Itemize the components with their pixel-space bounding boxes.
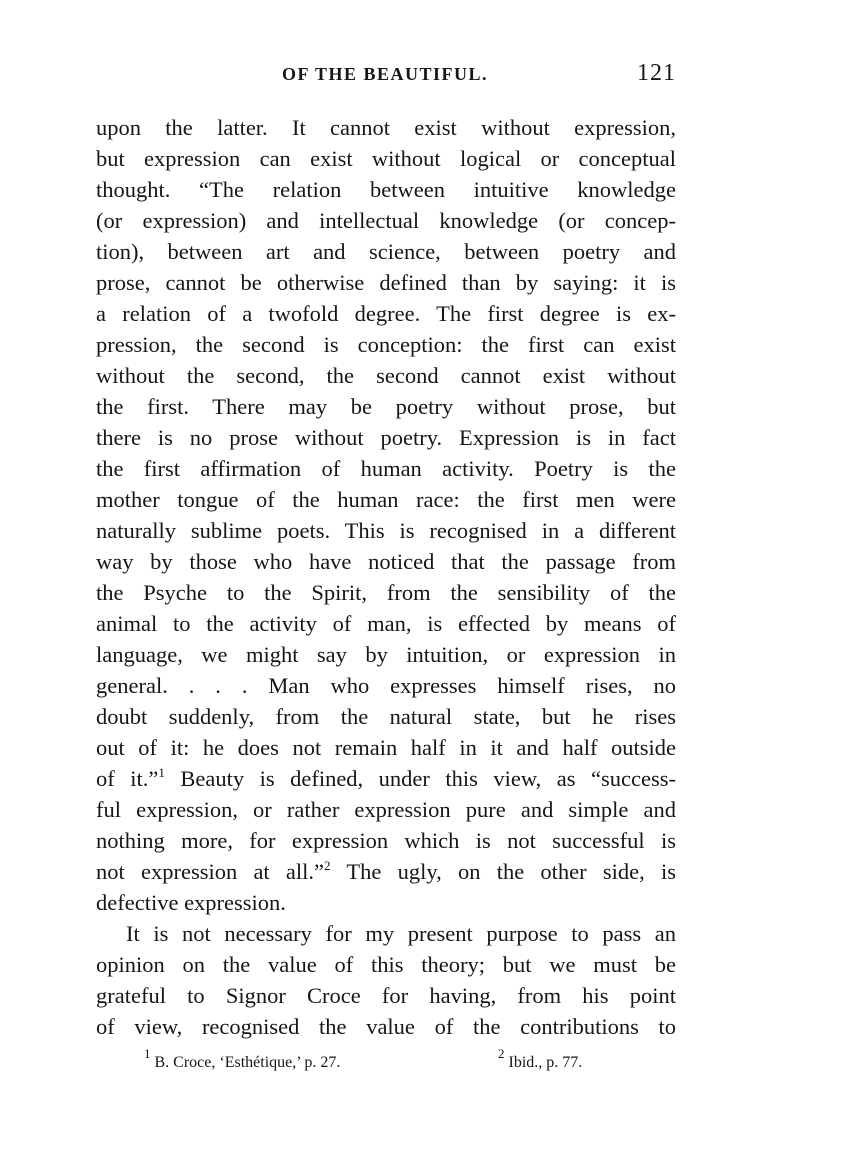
- text-line: the first. There may be poetry without prose, but: [96, 394, 676, 419]
- text-line: tion), between art and science, between poetry and: [96, 239, 676, 264]
- text-line: (or expression) and intellectual knowledge (or concep-: [96, 208, 676, 233]
- text-line: [96, 856, 676, 887]
- text-line: doubt suddenly, from the natural state, but he rises: [96, 704, 676, 729]
- text-line: [96, 763, 676, 794]
- text-run: The ugly, on the other side, is: [330, 859, 676, 884]
- text-run: Beauty is defined, under this view, as “success-: [164, 766, 677, 791]
- text-line: pression, the second is conception: the first can exist: [96, 332, 676, 357]
- text-line: naturally sublime poets. This is recognised in a different: [96, 518, 676, 543]
- text-line: opinion on the value of this theory; but we must be: [96, 952, 676, 977]
- text-line: defective expression.: [96, 890, 286, 915]
- text-line: animal to the activity of man, is effected by means of: [96, 611, 676, 636]
- footnotes: [96, 1046, 676, 1078]
- text-line: the Psyche to the Spirit, from the sensibility of the: [96, 580, 676, 605]
- footnote: [498, 1046, 583, 1072]
- footnote-mark: 1: [144, 1046, 151, 1061]
- text-line: a relation of a twofold degree. The first degree is ex-: [96, 301, 676, 326]
- text-line: the first affirmation of human activity. Poetry is the: [96, 456, 676, 481]
- footnote-ref: 1: [158, 765, 165, 780]
- running-head: [96, 58, 676, 94]
- footnote-mark: 2: [498, 1046, 505, 1061]
- footnote-text: Ibid., p. 77.: [504, 1054, 583, 1071]
- text-line: prose, cannot be otherwise defined than by saying: it is: [96, 270, 676, 295]
- footnote-text: B. Croce, ‘Esthétique,’ p. 27.: [150, 1054, 341, 1071]
- text-line: out of it: he does not remain half in it and half outside: [96, 735, 676, 760]
- text-line: upon the latter. It cannot exist without expression,: [96, 115, 676, 140]
- body-text: [96, 112, 676, 1042]
- text-line: mother tongue of the human race: the first men were: [96, 487, 676, 512]
- paragraph: [96, 112, 676, 918]
- text-line: language, we might say by intuition, or expression in: [96, 642, 676, 667]
- page-number: 121: [637, 60, 676, 86]
- paragraph: [96, 918, 676, 1042]
- text-line: but expression can exist without logical or conceptual: [96, 146, 676, 171]
- footnote-ref: 2: [324, 858, 331, 873]
- text-line: without the second, the second cannot exist without: [96, 363, 676, 388]
- text-run: not expression at all.”: [96, 859, 325, 884]
- text-line: thought. “The relation between intuitive knowledge: [96, 177, 676, 202]
- text-line: way by those who have noticed that the passage from: [96, 549, 676, 574]
- text-line: general. . . . Man who expresses himself rises, no: [96, 673, 676, 698]
- running-title: OF THE BEAUTIFUL.: [282, 64, 489, 84]
- text-line: ful expression, or rather expression pure and simple and: [96, 797, 676, 822]
- text-line: It is not necessary for my present purpose to pass an: [126, 921, 676, 946]
- text-line: of view, recognised the value of the contributions to: [96, 1014, 676, 1039]
- footnote: [144, 1046, 341, 1072]
- text-line: grateful to Signor Croce for having, from his point: [96, 983, 676, 1008]
- text-line: there is no prose without poetry. Expression is in fact: [96, 425, 676, 450]
- text-line: nothing more, for expression which is not successful is: [96, 828, 676, 853]
- text-run: of it.”: [96, 766, 159, 791]
